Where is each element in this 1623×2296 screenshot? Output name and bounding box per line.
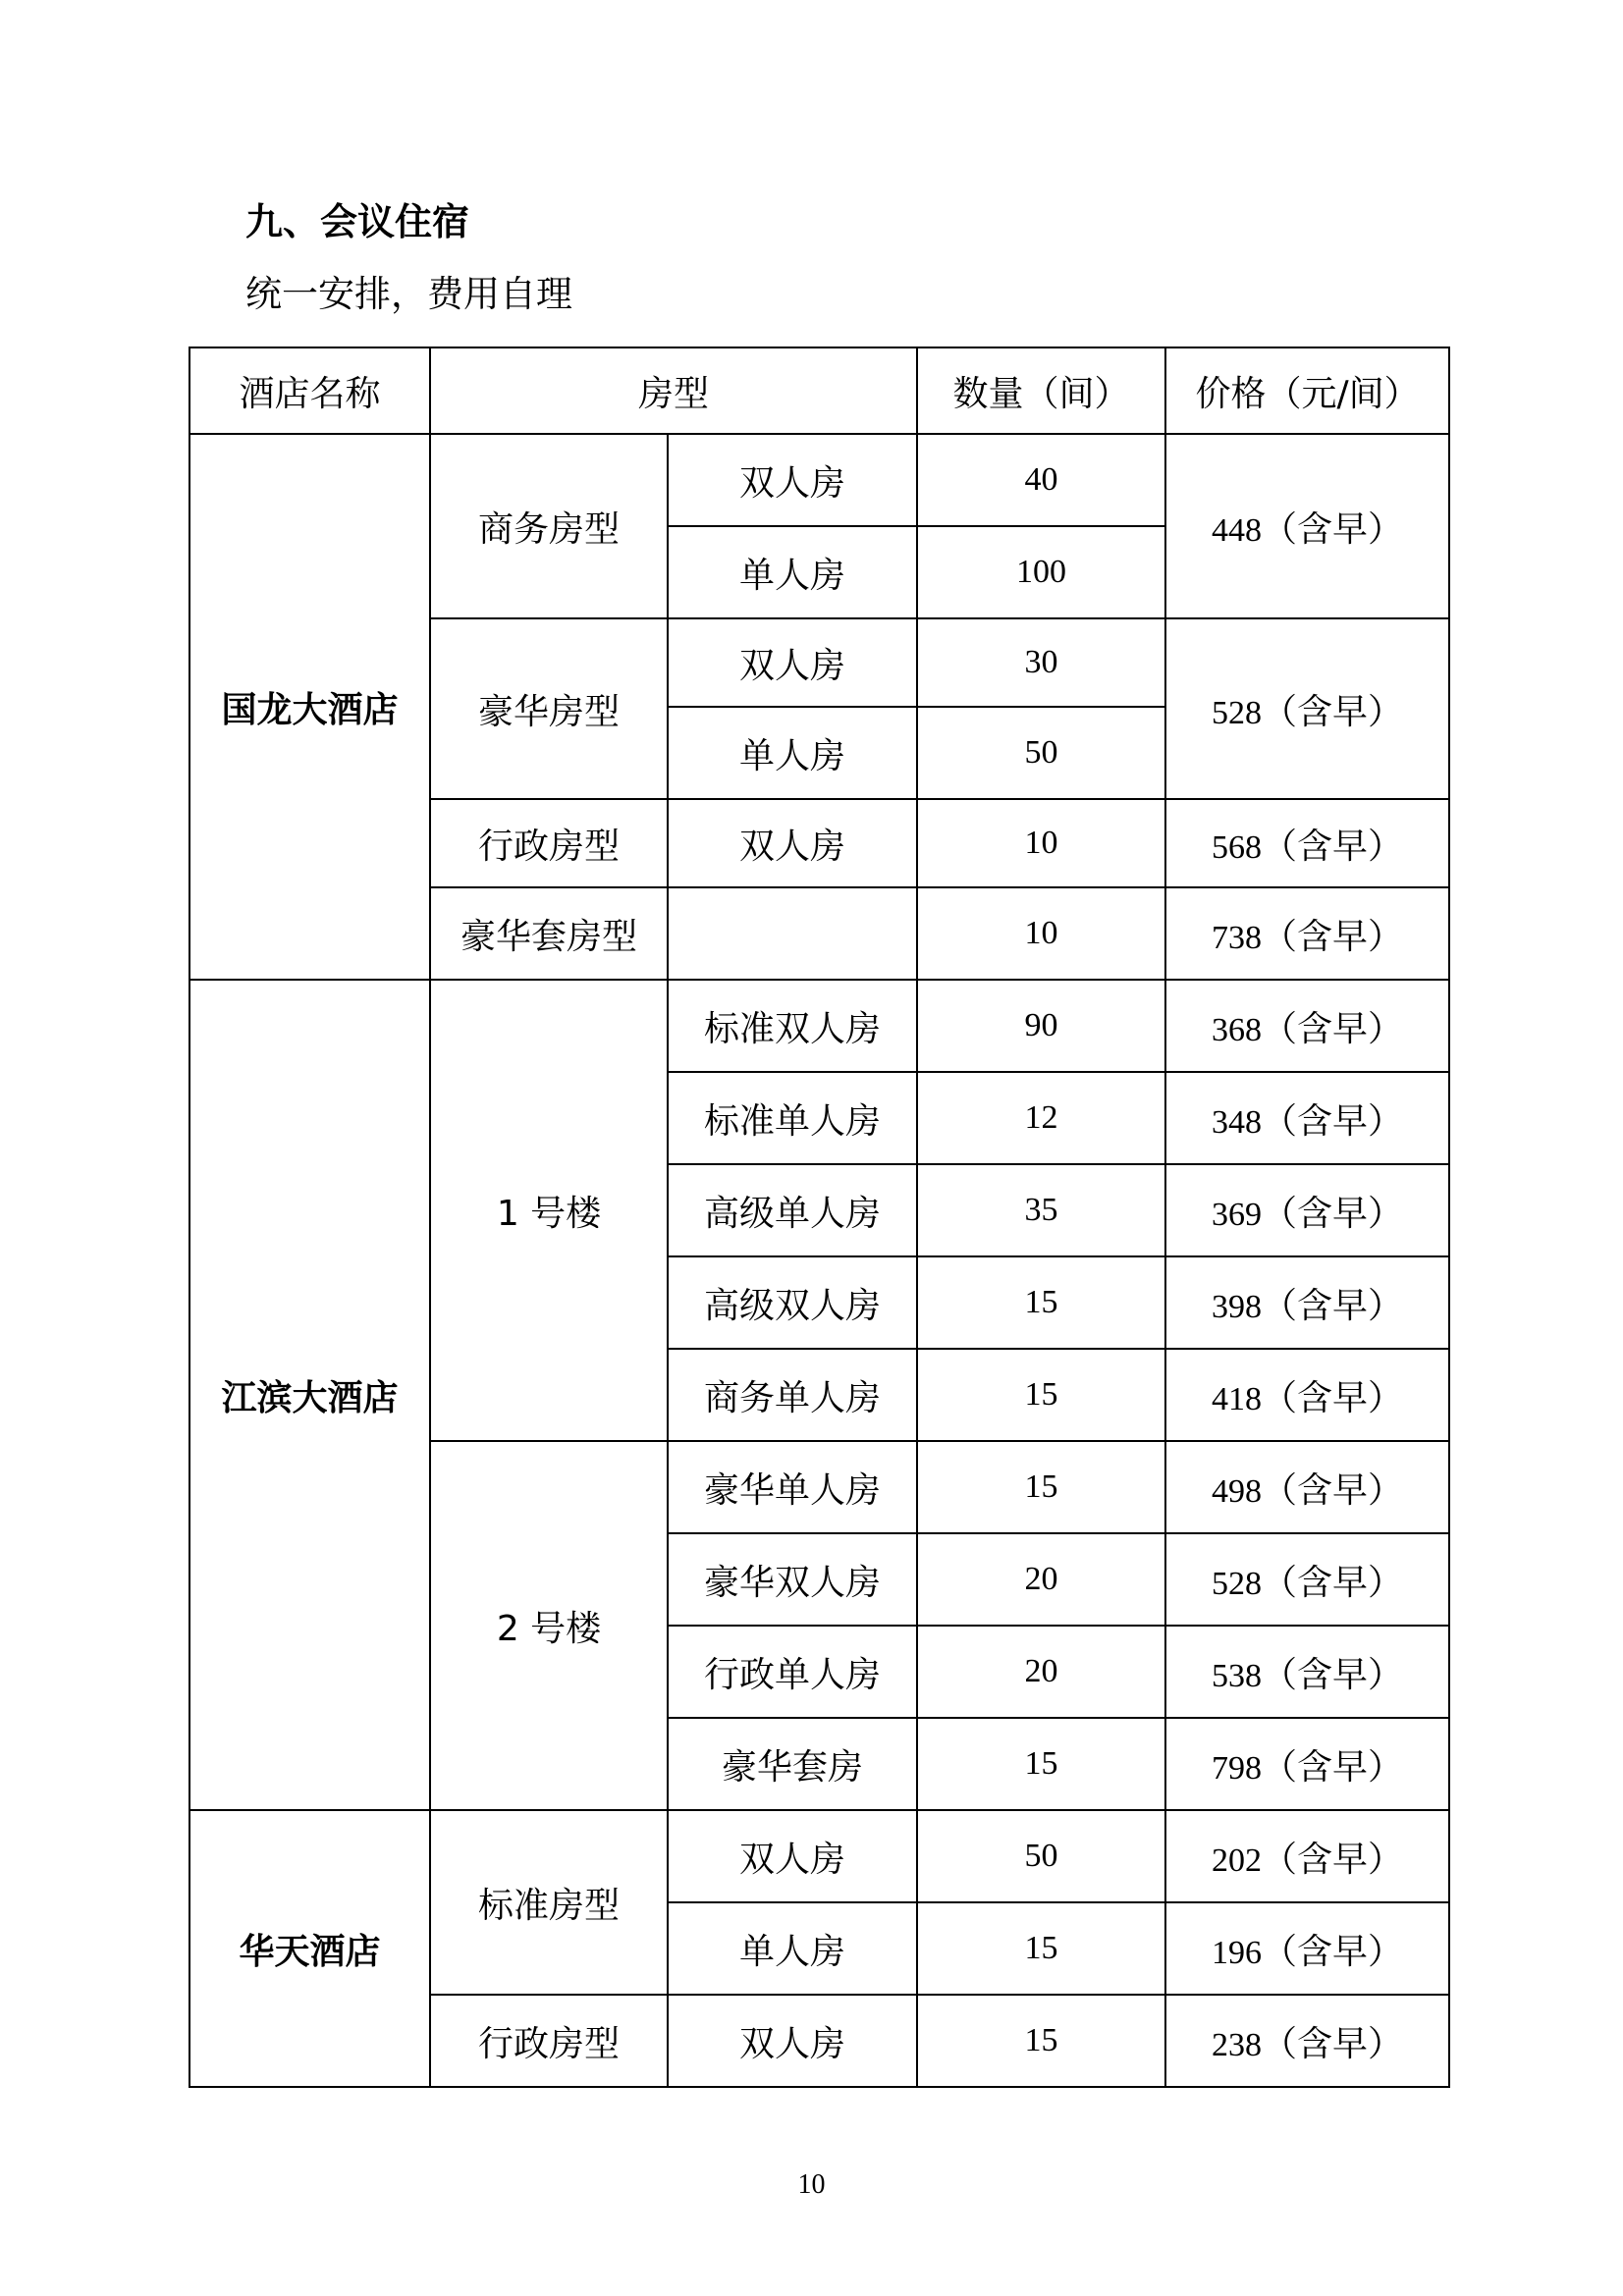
room-group: 豪华套房型 <box>430 887 668 980</box>
room-count: 50 <box>917 1810 1165 1902</box>
header-hotel: 酒店名称 <box>189 347 430 434</box>
room-count: 15 <box>917 1441 1165 1533</box>
room-group: 商务房型 <box>430 434 668 618</box>
table-row <box>189 434 1449 526</box>
room-group: 行政房型 <box>430 799 668 887</box>
room-count: 15 <box>917 1256 1165 1349</box>
room-group: 2 号楼 <box>430 1441 668 1810</box>
hotel-name: 华天酒店 <box>189 1810 430 2087</box>
room-type: 豪华双人房 <box>668 1533 917 1626</box>
room-price: 738（含早） <box>1165 887 1449 980</box>
room-price: 196（含早） <box>1165 1902 1449 1995</box>
room-count: 50 <box>917 707 1165 799</box>
room-count: 90 <box>917 980 1165 1072</box>
header-room-type: 房型 <box>430 347 917 434</box>
room-price: 568（含早） <box>1165 799 1449 887</box>
room-count: 12 <box>917 1072 1165 1164</box>
room-price: 528（含早） <box>1165 1533 1449 1626</box>
room-group: 行政房型 <box>430 1995 668 2087</box>
room-price: 202（含早） <box>1165 1810 1449 1902</box>
room-type: 双人房 <box>668 618 917 707</box>
room-price: 238（含早） <box>1165 1995 1449 2087</box>
room-type: 单人房 <box>668 707 917 799</box>
room-type: 豪华套房 <box>668 1718 917 1810</box>
room-count: 35 <box>917 1164 1165 1256</box>
room-type: 双人房 <box>668 1810 917 1902</box>
room-price: 498（含早） <box>1165 1441 1449 1533</box>
page-number: 10 <box>797 2169 826 2200</box>
room-type: 双人房 <box>668 799 917 887</box>
room-count: 20 <box>917 1626 1165 1718</box>
room-type: 单人房 <box>668 526 917 618</box>
room-price: 369（含早） <box>1165 1164 1449 1256</box>
room-count: 15 <box>917 1718 1165 1810</box>
hotel-name: 江滨大酒店 <box>189 980 430 1810</box>
room-type: 双人房 <box>668 1995 917 2087</box>
room-type: 单人房 <box>668 1902 917 1995</box>
room-price: 538（含早） <box>1165 1626 1449 1718</box>
hotel-name: 国龙大酒店 <box>189 434 430 980</box>
header-price: 价格（元/间） <box>1165 347 1449 434</box>
room-count: 15 <box>917 1995 1165 2087</box>
room-price: 398（含早） <box>1165 1256 1449 1349</box>
table-header-row <box>189 347 1449 434</box>
room-price: 798（含早） <box>1165 1718 1449 1810</box>
table-row <box>189 1810 1449 1902</box>
room-type: 商务单人房 <box>668 1349 917 1441</box>
room-count: 10 <box>917 887 1165 980</box>
room-count: 100 <box>917 526 1165 618</box>
room-type: 标准单人房 <box>668 1072 917 1164</box>
room-type: 双人房 <box>668 434 917 526</box>
room-price: 528（含早） <box>1165 618 1449 799</box>
room-count: 40 <box>917 434 1165 526</box>
room-price: 348（含早） <box>1165 1072 1449 1164</box>
room-count: 10 <box>917 799 1165 887</box>
room-count: 20 <box>917 1533 1165 1626</box>
hotel-table <box>189 347 1450 2088</box>
section-title: 九、会议住宿 <box>245 200 470 243</box>
room-type <box>668 887 917 980</box>
room-group: 标准房型 <box>430 1810 668 1995</box>
room-price: 418（含早） <box>1165 1349 1449 1441</box>
room-count: 30 <box>917 618 1165 707</box>
room-group: 1 号楼 <box>430 980 668 1441</box>
room-type: 标准双人房 <box>668 980 917 1072</box>
room-price: 448（含早） <box>1165 434 1449 618</box>
room-type: 豪华单人房 <box>668 1441 917 1533</box>
room-count: 15 <box>917 1902 1165 1995</box>
room-type: 高级单人房 <box>668 1164 917 1256</box>
table-row <box>189 980 1449 1072</box>
room-count: 15 <box>917 1349 1165 1441</box>
room-group: 豪华房型 <box>430 618 668 799</box>
section-subtitle: 统一安排，费用自理 <box>245 273 572 315</box>
room-price: 368（含早） <box>1165 980 1449 1072</box>
header-quantity: 数量（间） <box>917 347 1165 434</box>
room-type: 行政单人房 <box>668 1626 917 1718</box>
room-type: 高级双人房 <box>668 1256 917 1349</box>
